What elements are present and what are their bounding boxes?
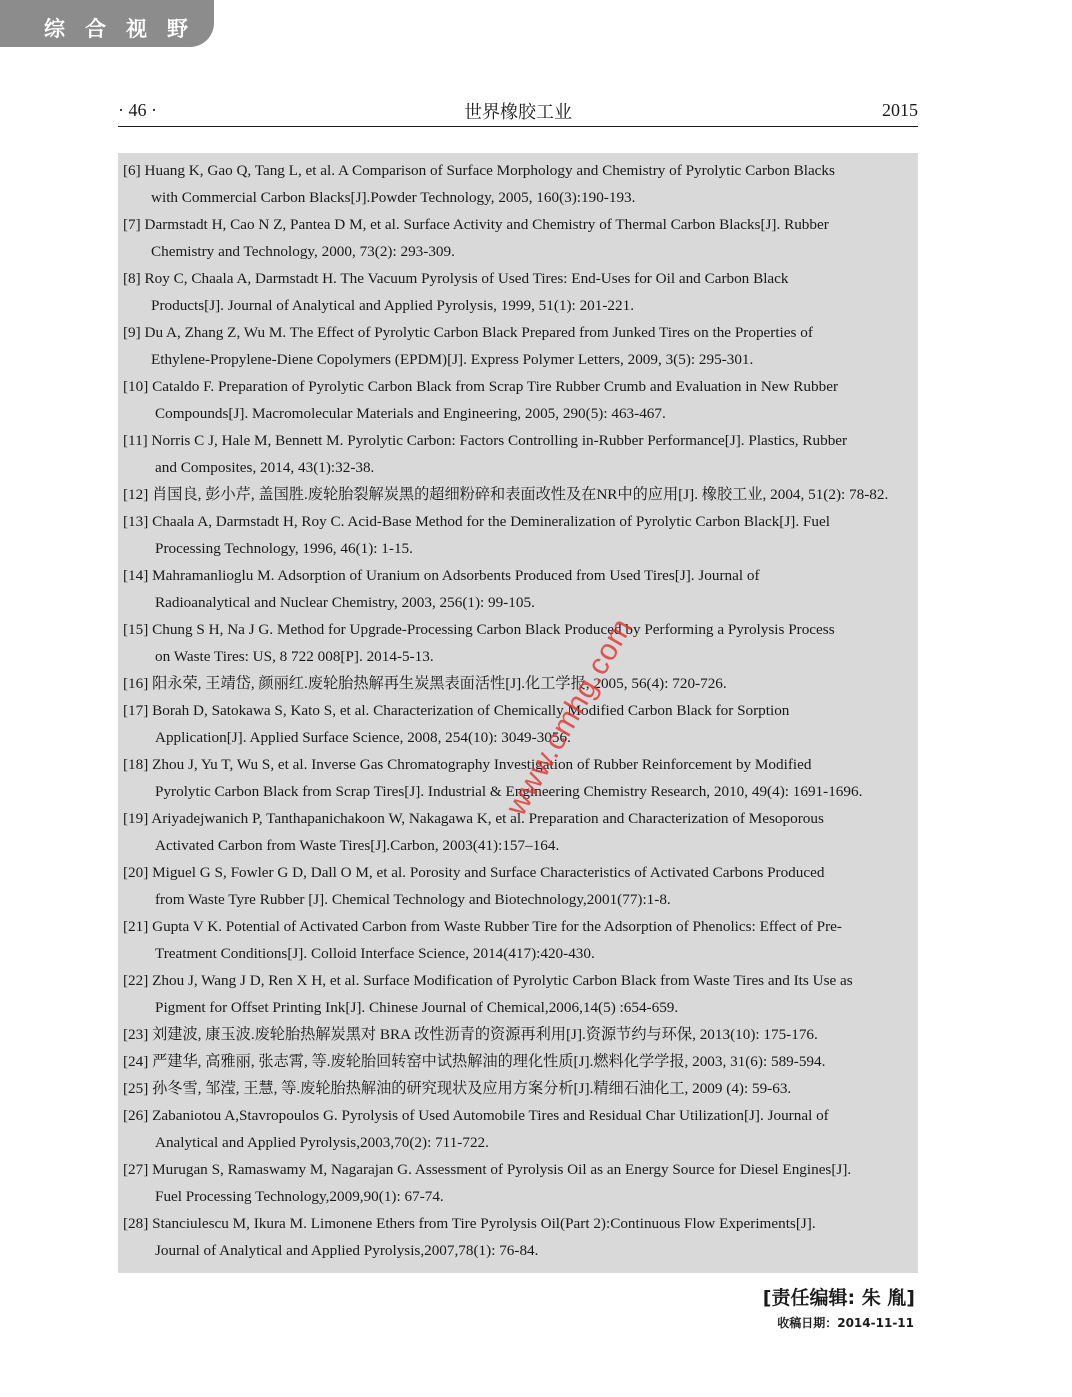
reference-line-1: [16] 阳永荣, 王靖岱, 颜丽红.废轮胎热解再生炭黑表面活性[J].化工学报, 2005, 56(4): 720-726. <box>123 675 727 692</box>
reference-line-1: [12] 肖国良, 彭小芹, 盖国胜.废轮胎裂解炭黑的超细粉碎和表面改性及在NR中的应用[J]. 橡胶工业, 2004, 51(2): 78-82. <box>123 486 889 503</box>
journal-title: 世界橡胶工业 <box>464 102 572 123</box>
reference-item <box>123 1210 918 1264</box>
reference-item <box>123 157 918 211</box>
reference-line-2: Pigment for Offset Printing Ink[J]. Chinese Journal of Chemical,2006,14(5) :654-659. <box>155 999 679 1016</box>
reference-line-2: Application[J]. Applied Surface Science, 2008, 254(10): 3049-3056. <box>155 729 571 746</box>
reference-item <box>123 670 918 697</box>
reference-item <box>123 265 918 319</box>
reference-item <box>123 1075 918 1102</box>
reference-item <box>123 373 918 427</box>
reference-line-2: Journal of Analytical and Applied Pyrolysis,2007,78(1): 76-84. <box>155 1242 539 1259</box>
reference-line-2: from Waste Tyre Rubber [J]. Chemical Technology and Biotechnology,2001(77):1-8. <box>155 891 671 908</box>
reference-line-2: Analytical and Applied Pyrolysis,2003,70(2): 711-722. <box>155 1134 489 1151</box>
responsible-editor: [责任编辑: 朱 胤] <box>762 1287 915 1309</box>
reference-line-1: [20] Miguel G S, Fowler G D, Dall O M, et al. Porosity and Surface Characteristics of Activated Carbons Produced <box>123 864 825 881</box>
reference-item <box>123 508 918 562</box>
reference-item <box>123 562 918 616</box>
reference-line-1: [13] Chaala A, Darmstadt H, Roy C. Acid-Base Method for the Demineralization of Pyrolytic Carbon Black[J]. Fuel <box>123 513 830 530</box>
reference-item <box>123 859 918 913</box>
publication-year: 2015 <box>882 100 918 120</box>
page-number: · 46 · <box>118 100 157 120</box>
section-label: 综合视野 <box>44 16 208 41</box>
reference-item <box>123 211 918 265</box>
reference-line-1: [26] Zabaniotou A,Stavropoulos G. Pyrolysis of Used Automobile Tires and Residual Char Utilization[J]. Journal of <box>123 1107 829 1124</box>
running-header <box>118 92 918 127</box>
reference-item <box>123 616 918 670</box>
reference-item <box>123 481 918 508</box>
reference-line-1: [25] 孙冬雪, 邹滢, 王慧, 等.废轮胎热解油的研究现状及应用方案分析[J].精细石油化工, 2009 (4): 59-63. <box>123 1080 792 1097</box>
reference-item <box>123 967 918 1021</box>
reference-line-2: Treatment Conditions[J]. Colloid Interface Science, 2014(417):420-430. <box>155 945 595 962</box>
reference-item <box>123 1021 918 1048</box>
reference-line-1: [27] Murugan S, Ramaswamy M, Nagarajan G. Assessment of Pyrolysis Oil as an Energy Source for Diesel Engines[J]. <box>123 1161 852 1178</box>
reference-item <box>123 319 918 373</box>
reference-line-1: [19] Ariyadejwanich P, Tanthapanichakoon W, Nakagawa K, et al. Preparation and Characterization of Mesoporous <box>123 810 824 827</box>
reference-item <box>123 913 918 967</box>
reference-line-1: [8] Roy C, Chaala A, Darmstadt H. The Vacuum Pyrolysis of Used Tires: End-Uses for Oil and Carbon Black <box>123 270 789 287</box>
reference-line-2: Compounds[J]. Macromolecular Materials and Engineering, 2005, 290(5): 463-467. <box>155 405 666 422</box>
reference-line-2: Fuel Processing Technology,2009,90(1): 67-74. <box>155 1188 444 1205</box>
reference-line-1: [17] Borah D, Satokawa S, Kato S, et al. Characterization of Chemically Modified Carbon Black for Sorption <box>123 702 790 719</box>
reference-item <box>123 1048 918 1075</box>
reference-line-1: [14] Mahramanlioglu M. Adsorption of Uranium on Adsorbents Produced from Used Tires[J]. Journal of <box>123 567 760 584</box>
reference-line-2: Processing Technology, 1996, 46(1): 1-15. <box>155 540 413 557</box>
reference-line-1: [22] Zhou J, Wang J D, Ren X H, et al. Surface Modification of Pyrolytic Carbon Black from Waste Tires and Its Use as <box>123 972 853 989</box>
reference-item <box>123 1102 918 1156</box>
reference-line-1: [23] 刘建波, 康玉波.废轮胎热解炭黑对 BRA 改性沥青的资源再利用[J].资源节约与环保, 2013(10): 175-176. <box>123 1026 818 1043</box>
reference-line-1: [10] Cataldo F. Preparation of Pyrolytic Carbon Black from Scrap Tire Rubber Crumb and Evaluation in New Rubber <box>123 378 838 395</box>
reference-item <box>123 697 918 751</box>
reference-item <box>123 1156 918 1210</box>
reference-line-1: [6] Huang K, Gao Q, Tang L, et al. A Comparison of Surface Morphology and Chemistry of Pyrolytic Carbon Blacks <box>123 162 835 179</box>
reference-line-1: [7] Darmstadt H, Cao N Z, Pantea D M, et al. Surface Activity and Chemistry of Thermal Carbon Blacks[J]. Rubber <box>123 216 829 233</box>
reference-line-1: [9] Du A, Zhang Z, Wu M. The Effect of Pyrolytic Carbon Black Prepared from Junked Tires on the Properties of <box>123 324 813 341</box>
reference-line-2: Pyrolytic Carbon Black from Scrap Tires[J]. Industrial & Engineering Chemistry Research, 2010, 49(4): 1691-1696. <box>155 783 863 800</box>
reference-line-2: Activated Carbon from Waste Tires[J].Carbon, 2003(41):157–164. <box>155 837 560 854</box>
reference-line-1: [11] Norris C J, Hale M, Bennett M. Pyrolytic Carbon: Factors Controlling in-Rubber Performance[J]. Plastics, Rubber <box>123 432 848 449</box>
watermark: www.cmhg.com <box>499 612 640 822</box>
reference-line-2: on Waste Tires: US, 8 722 008[P]. 2014-5-13. <box>155 648 434 665</box>
reference-line-1: [28] Stanciulescu M, Ikura M. Limonene Ethers from Tire Pyrolysis Oil(Part 2):Continuous Flow Experiments[J]. <box>123 1215 816 1232</box>
reference-line-2: Radioanalytical and Nuclear Chemistry, 2003, 256(1): 99-105. <box>155 594 535 611</box>
received-date: 收稿日期：2014-11-11 <box>777 1316 914 1330</box>
reference-line-2: Ethylene-Propylene-Diene Copolymers (EPDM)[J]. Express Polymer Letters, 2009, 3(5): 295-301. <box>151 351 754 368</box>
reference-line-2: Products[J]. Journal of Analytical and Applied Pyrolysis, 1999, 51(1): 201-221. <box>151 297 634 314</box>
reference-line-2: with Commercial Carbon Blacks[J].Powder Technology, 2005, 160(3):190-193. <box>151 189 636 206</box>
reference-item <box>123 427 918 481</box>
reference-line-2: Chemistry and Technology, 2000, 73(2): 293-309. <box>151 243 455 260</box>
reference-line-2: and Composites, 2014, 43(1):32-38. <box>155 459 375 476</box>
reference-line-1: [18] Zhou J, Yu T, Wu S, et al. Inverse Gas Chromatography Investigation of Rubber Reinforcement by Modified <box>123 756 812 773</box>
reference-line-1: [21] Gupta V K. Potential of Activated Carbon from Waste Rubber Tire for the Adsorption of Phenolics: Effect of Pre- <box>123 918 842 935</box>
reference-line-1: [24] 严建华, 高雅丽, 张志霄, 等.废轮胎回转窑中试热解油的理化性质[J].燃料化学学报, 2003, 31(6): 589-594. <box>123 1053 826 1070</box>
reference-line-1: [15] Chung S H, Na J G. Method for Upgrade-Processing Carbon Black Produced by Performing a Pyrolysis Process <box>123 621 835 638</box>
section-tab <box>0 0 214 47</box>
